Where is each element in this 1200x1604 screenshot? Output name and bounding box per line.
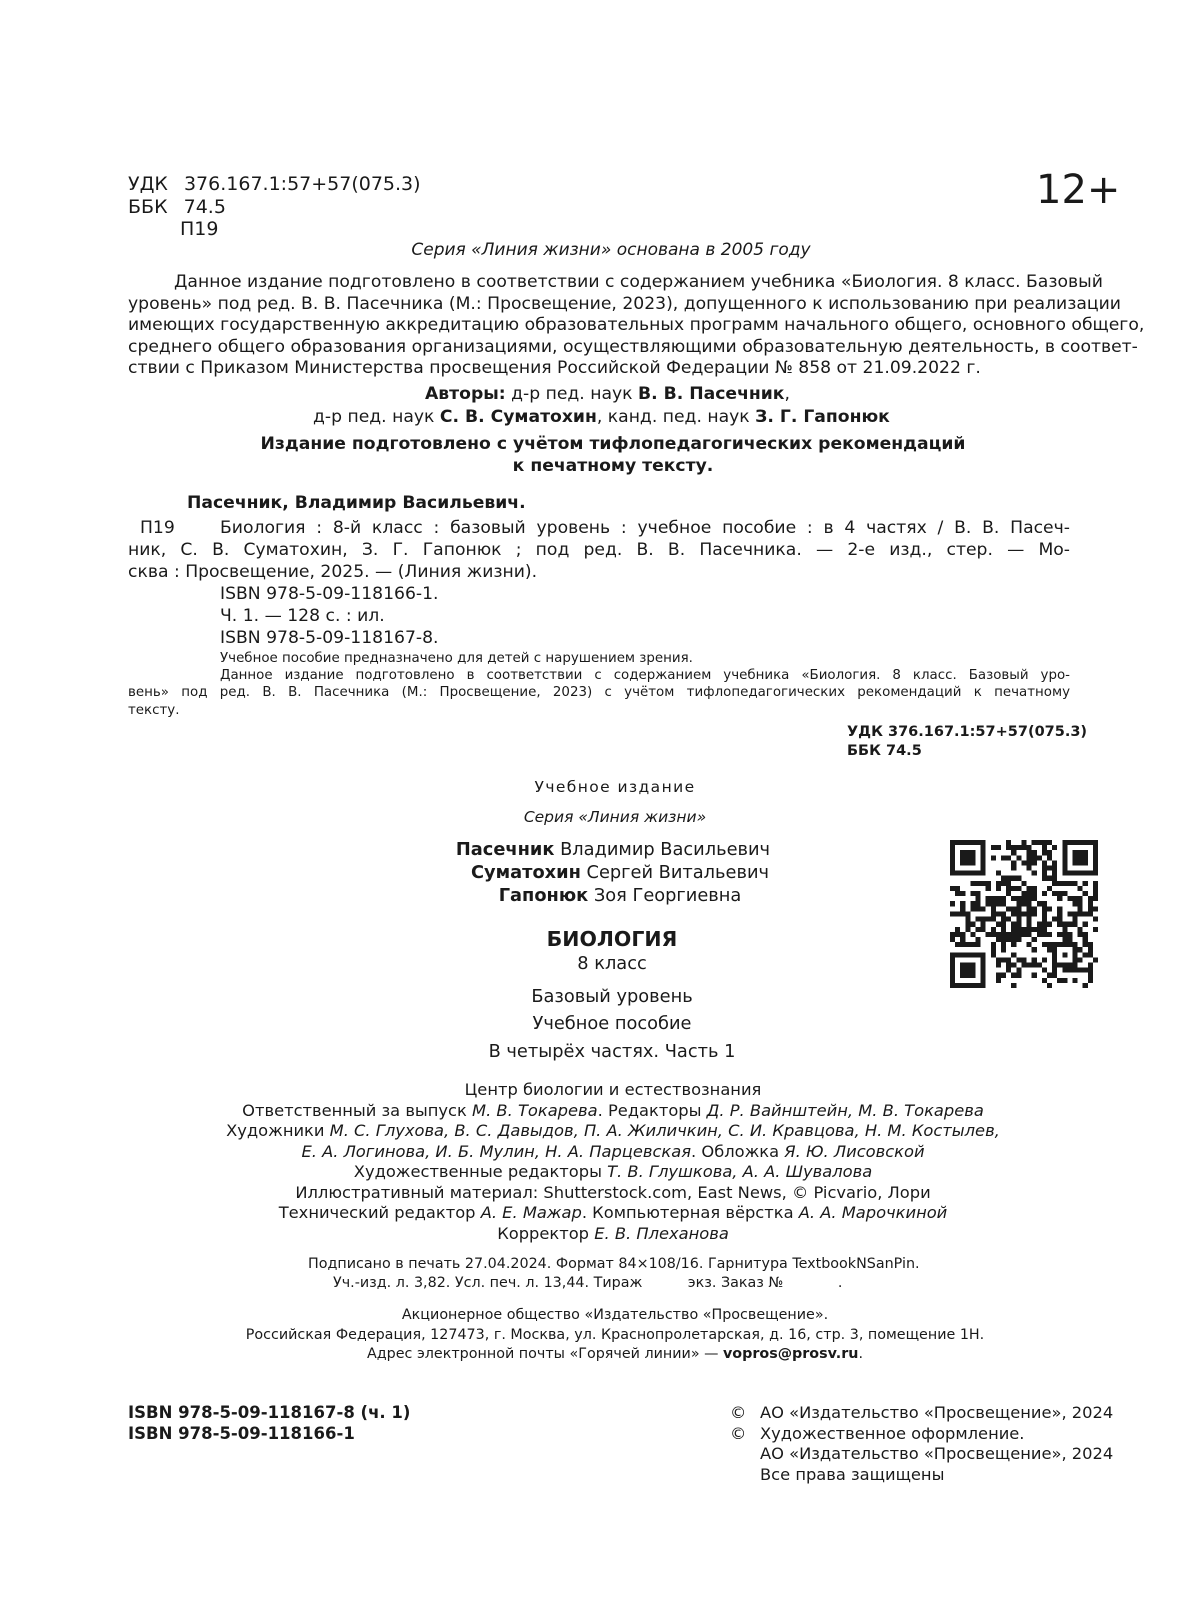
email-link[interactable]: vopros@prosv.ru [722, 1346, 859, 1362]
tiflo-note-line: к печатному тексту. [512, 456, 714, 476]
author-given-name: Владимир Васильевич [554, 839, 771, 860]
punct: , [784, 384, 790, 404]
udk-label: УДК [128, 173, 168, 195]
tiflo-note-line: Издание подготовлено с учётом тифлопедагогических рекомендаций [260, 434, 966, 454]
credit-label: Художники [226, 1121, 330, 1140]
publisher-address: Российская Федерация, 127473, г. Москва, ул. Краснопролетарская, д. 16, стр. 3, помещение 1Н. [245, 1326, 985, 1343]
credit-name: Д. Р. Вайнштейн, М. В. Токарева [706, 1100, 984, 1120]
credit-label: Корректор [497, 1223, 595, 1243]
catalog-mark: П19 [140, 518, 175, 538]
punct: . [858, 1346, 863, 1362]
catalog-desc-line: сква : Просвещение, 2025. — (Линия жизни). [128, 562, 538, 582]
catalog-isbn-block [220, 583, 439, 649]
intro-line: среднего общего образования организациями, осуществляющими образовательную деятельность, в соответ- [128, 336, 1138, 357]
authors-degree: , канд. пед. наук [596, 407, 756, 427]
print-info-line: Уч.-изд. л. 3,82. Усл. печ. л. 13,44. Тираж экз. Заказ № . [333, 1275, 843, 1291]
credit-label: Технический редактор [278, 1203, 481, 1222]
authors-label: Авторы: [425, 384, 506, 404]
annotation-line: вень» под ред. В. В. Пасечника (М.: Просвещение, 2023) с учётом тифлопедагогических рекомендаций к печатному [128, 685, 1070, 701]
bbk-line [128, 196, 226, 219]
intro-line: Данное издание подготовлено в соответствии с содержанием учебника «Биология. 8 класс. Базовый [174, 272, 1103, 292]
book-type: Учебное пособие [532, 1013, 692, 1034]
tiflo-note [200, 433, 1026, 477]
author-surname: Суматохин [470, 862, 581, 883]
credits-line [140, 1203, 1086, 1224]
imprint-authors [430, 838, 790, 907]
age-rating: 12+ [1036, 167, 1121, 213]
credits-line [140, 1224, 1086, 1245]
series-note: Серия «Линия жизни» основана в 2005 году [411, 240, 811, 260]
credit-name: Я. Ю. Лисовской [784, 1141, 925, 1161]
publisher-name: Акционерное общество «Издательство «Просвещение». [401, 1307, 829, 1323]
footer-isbn [128, 1403, 410, 1444]
copyright-icon: © [730, 1423, 747, 1443]
intro-paragraph [128, 272, 1145, 380]
footer-isbn-common: ISBN 978-5-09-118166-1 [128, 1423, 355, 1443]
credit-label: Художественные редакторы [353, 1162, 608, 1181]
rights-reserved: Все права защищены [760, 1464, 945, 1484]
credit-label: . Редакторы [597, 1100, 707, 1120]
imprint-author [430, 884, 790, 907]
author-given-name: Сергей Витальевич [580, 862, 770, 883]
author-name: С. В. Суматохин [439, 407, 597, 427]
credit-name: Т. В. Глушкова, А. А. Шувалова [607, 1162, 873, 1181]
copyright-block [730, 1403, 1113, 1485]
credits-line [140, 1121, 1086, 1142]
print-info-line: Подписано в печать 27.04.2024. Формат 84×108/16. Гарнитура TextbookNSanPin. [308, 1256, 920, 1272]
book-title: БИОЛОГИЯ [546, 927, 678, 951]
udk-value: 376.167.1:57+57(075.3) [183, 173, 421, 195]
author-mark: П19 [180, 218, 219, 240]
author-surname: Пасечник [455, 839, 555, 860]
credits-illustrations: Иллюстративный материал: Shutterstock.com, East News, © Picvario, Лори [295, 1182, 931, 1202]
catalog-part-pages: Ч. 1. — 128 с. : ил. [220, 606, 385, 626]
email-label: Адрес электронной почты «Горячей линии» — [367, 1346, 723, 1362]
author-name: З. Г. Гапонюк [755, 407, 890, 427]
annotation-line: Данное издание подготовлено в соответствии с содержанием учебника «Биология. 8 класс. Базовый уро- [220, 668, 1070, 684]
catalog-desc-line: Биология : 8-й класс : базовый уровень : учебное пособие : в 4 частях / В. В. Пасеч- [220, 518, 1070, 538]
copyright-text: АО «Издательство «Просвещение», 2024 [760, 1444, 1114, 1463]
authors-line-1 [425, 384, 790, 404]
copyright-line [730, 1403, 1113, 1424]
catalog-desc-line: ник, С. В. Суматохин, З. Г. Гапонюк ; под ред. В. В. Пасечника. — 2-е изд., стер. — Мо- [128, 540, 1070, 560]
udk-line [128, 173, 421, 196]
edition-type: Учебное издание [534, 778, 696, 796]
catalog-heading: Пасечник, Владимир Васильевич. [187, 493, 526, 513]
catalog-bbk: ББК 74.5 [847, 743, 922, 759]
copyright-icon: © [730, 1403, 747, 1422]
catalog-isbn-part: ISBN 978-5-09-118167-8. [220, 628, 439, 648]
credits-line [140, 1162, 1086, 1183]
author-given-name: Зоя Георгиевна [588, 885, 742, 906]
authors-degree: д-р пед. наук [505, 384, 639, 404]
credit-label: . Компьютерная вёрстка [581, 1203, 799, 1222]
catalog-udk: УДК 376.167.1:57+57(075.3) [847, 724, 1088, 740]
qr-code-icon [950, 840, 1098, 988]
publisher-block [180, 1306, 1050, 1365]
print-info [300, 1255, 1060, 1293]
catalog-classification [847, 723, 1087, 761]
annotation-line: тексту. [128, 702, 180, 718]
intro-line: ствии с Приказом Министерства просвещения Российской Федерации № 858 от 21.09.2022 г. [128, 358, 981, 379]
credit-name: А. Е. Мажар [480, 1203, 582, 1222]
intro-line: имеющих государственную аккредитацию образовательных программ начального общего, основного общего, [128, 315, 1145, 336]
imprint-author [430, 838, 790, 861]
credit-label: Ответственный за выпуск [242, 1100, 473, 1120]
bbk-value: 74.5 [183, 196, 226, 218]
copyright-text: АО «Издательство «Просвещение», 2024 [760, 1403, 1114, 1422]
copyright-line [730, 1424, 1113, 1445]
credits-center: Центр биологии и естествознания [464, 1080, 762, 1099]
author-surname: Гапонюк [498, 885, 589, 906]
book-level: Базовый уровень [531, 986, 693, 1007]
author-name: В. В. Пасечник [638, 384, 785, 404]
footer-isbn-part: ISBN 978-5-09-118167-8 (ч. 1) [128, 1403, 411, 1422]
book-grade: 8 класс [577, 953, 647, 974]
imprint-author [430, 861, 790, 884]
authors-line-2 [313, 407, 890, 427]
credits-line [140, 1142, 1086, 1163]
credit-name: М. С. Глухова, В. С. Давыдов, П. А. Жиличкин, С. И. Кравцова, Н. М. Костылев, [329, 1121, 1000, 1140]
catalog-isbn-common: ISBN 978-5-09-118166-1. [220, 584, 439, 604]
copyright-text: Художественное оформление. [760, 1423, 1025, 1443]
credits-line [140, 1101, 1086, 1122]
credit-label: . Обложка [691, 1141, 785, 1161]
credit-name: Е. В. Плеханова [594, 1223, 729, 1243]
imprint-series: Серия «Линия жизни» [523, 808, 707, 826]
credits-block [140, 1080, 1086, 1244]
book-parts: В четырёх частях. Часть 1 [488, 1041, 736, 1062]
credit-name: М. В. Токарева [472, 1100, 598, 1120]
intro-line: уровень» под ред. В. В. Пасечника (М.: Просвещение, 2023), допущенного к использованию при реализации [128, 293, 1121, 314]
authors-degree: д-р пед. наук [313, 407, 440, 427]
annotation-line: Учебное пособие предназначено для детей с нарушением зрения. [220, 651, 693, 666]
catalog-annotation [128, 650, 1070, 719]
credit-name: Е. А. Логинова, И. Б. Мулин, Н. А. Парцевская [301, 1141, 692, 1161]
credit-name: А. А. Марочкиной [798, 1203, 948, 1222]
publisher-email-line [180, 1345, 1050, 1365]
bbk-label: ББК [128, 196, 168, 218]
catalog-description [128, 517, 1070, 583]
